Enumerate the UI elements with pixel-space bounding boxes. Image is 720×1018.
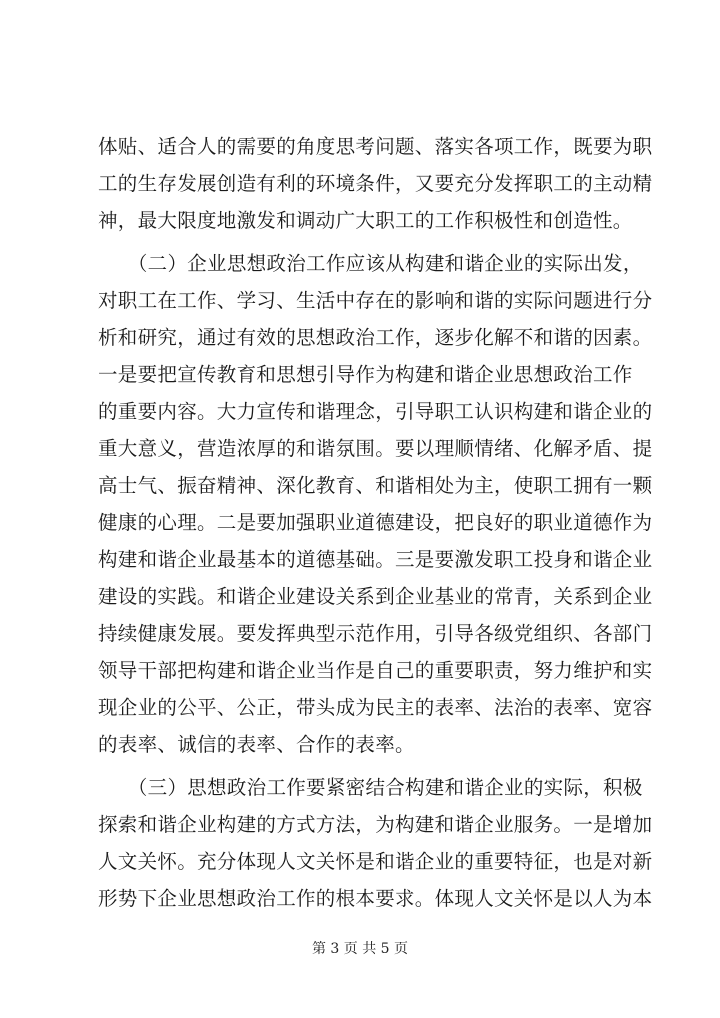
text-line: （二）企业思想政治工作应该从构建和谐企业的实际出发， [98,252,643,275]
text-line: 析和研究，通过有效的思想政治工作，逐步化解不和谐的因素。 [98,326,653,349]
paragraph-3 [98,769,653,917]
text-line: 健康的心理。二是要加强职业道德建设，把良好的职业道德作为 [98,511,653,534]
text-line: 体贴、适合人的需要的角度思考问题、落实各项工作，既要为职 [98,135,653,158]
text-line: 的表率、诚信的表率、合作的表率。 [98,733,415,756]
text-line: 持续健康发展。要发挥典型示范作用，引导各级党组织、各部门 [98,622,653,645]
text-line: 工的生存发展创造有利的环境条件，又要充分发挥职工的主动精 [98,172,653,195]
text-line: 重大意义，营造浓厚的和谐氛围。要以理顺情绪、化解矛盾、提 [98,437,653,460]
text-line: 对职工在工作、学习、生活中存在的影响和谐的实际问题进行分 [98,289,653,312]
text-line: 领导干部把构建和谐企业当作是自己的重要职责，努力维护和实 [98,659,653,682]
page-number: 第 3 页 共 5 页 [311,941,409,957]
text-line: 人文关怀。充分体现人文关怀是和谐企业的重要特征，也是对新 [98,850,653,873]
text-line: 高士气、振奋精神、深化教育、和谐相处为主，使职工拥有一颗 [98,474,653,497]
paragraph-1 [98,128,653,239]
text-line: 现企业的公平、公正，带头成为民主的表率、法治的表率、宽容 [98,696,653,719]
text-line: 一是要把宣传教育和思想引导作为构建和谐企业思想政治工作 [98,363,633,386]
page-footer [0,938,720,958]
text-line: 形势下企业思想政治工作的根本要求。体现人文关怀是以人为本 [98,887,653,910]
text-line: （三）思想政治工作要紧密结合构建和谐企业的实际，积极 [98,776,643,799]
text-line: 的重要内容。大力宣传和谐理念，引导职工认识构建和谐企业的 [98,400,653,423]
text-line: 神，最大限度地激发和调动广大职工的工作积极性和创造性。 [98,209,633,232]
text-line: 探索和谐企业构建的方式方法，为构建和谐企业服务。一是增加 [98,813,653,836]
text-line: 建设的实践。和谐企业建设关系到企业基业的常青，关系到企业 [98,585,653,608]
text-line: 构建和谐企业最基本的道德基础。三是要激发职工投身和谐企业 [98,548,653,571]
paragraph-2 [98,245,653,763]
body-text [98,128,653,917]
